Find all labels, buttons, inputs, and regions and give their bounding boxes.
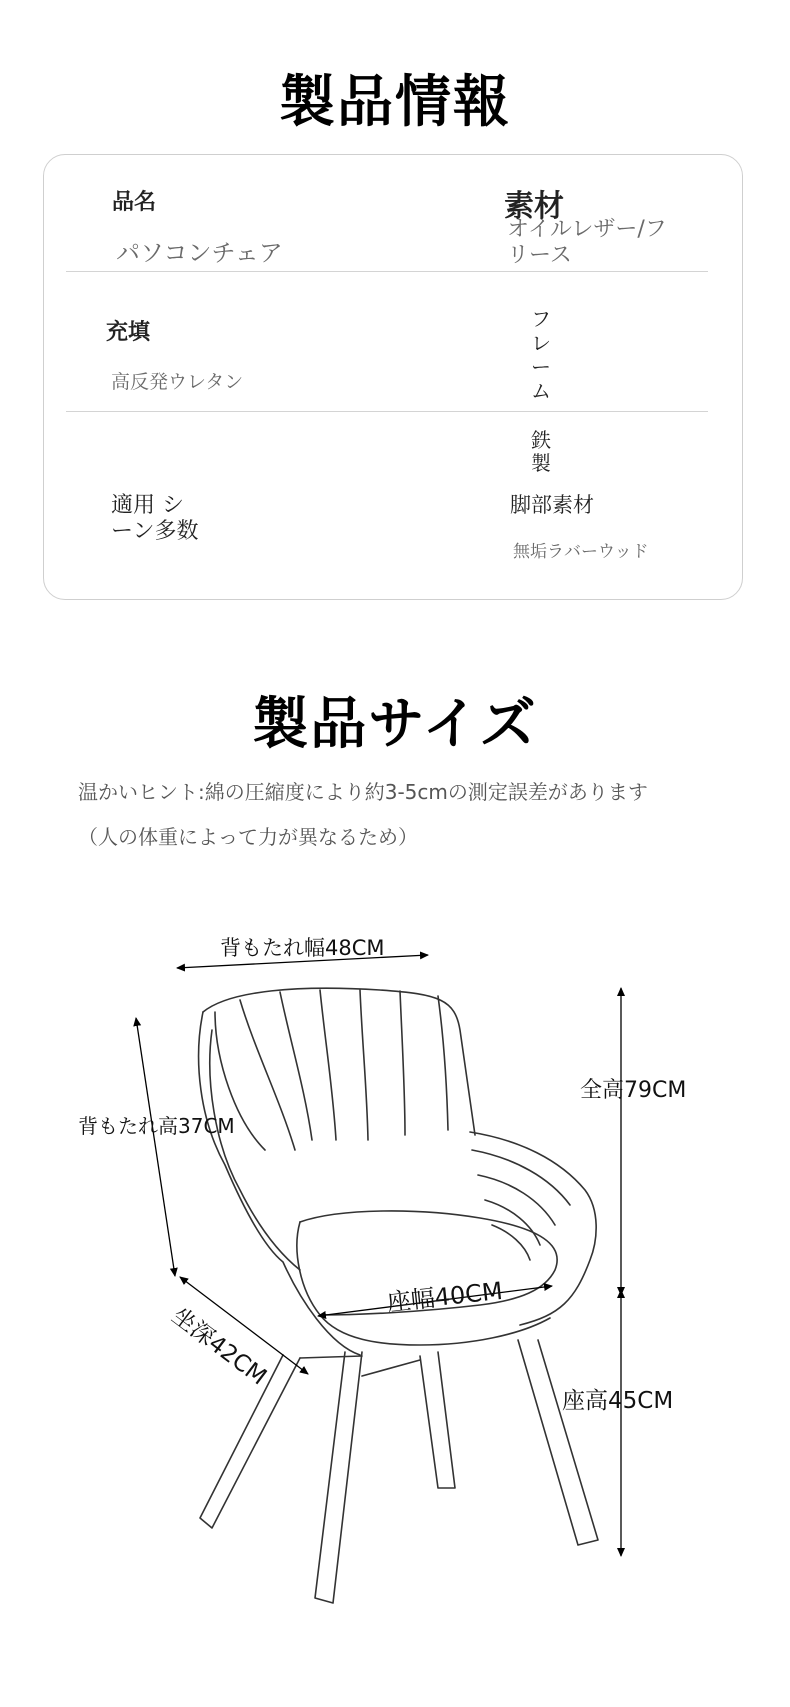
name-value: パソコンチェア <box>116 239 283 267</box>
back-width-label: 背もたれ幅48CM <box>220 936 385 960</box>
frame-value: 鉄 製 <box>531 428 551 475</box>
product-info-title: 製品情報 <box>279 70 511 135</box>
leg-value: 無垢ラバーウッド <box>513 542 649 562</box>
material-label: 素材 <box>504 189 564 224</box>
back-height-label: 背もたれ高37CM <box>78 1114 235 1138</box>
filling-label: 充填 <box>106 320 151 345</box>
product-size-title: 製品サイズ <box>252 692 538 757</box>
total-height-label: 全高79CM <box>580 1078 687 1103</box>
dimension-lines <box>136 955 621 1556</box>
filling-value: 高反発ウレタン <box>111 371 244 393</box>
material-value: オイルレザー/フ リース <box>507 217 667 268</box>
frame-label: フ レ ー ム <box>531 307 551 403</box>
note-line-2: （人の体重によって力が異なるため） <box>78 825 418 849</box>
note-line-1: 温かいヒント:綿の圧縮度により約3-5cmの測定誤差があります <box>78 780 648 804</box>
seat-height-label: 座高45CM <box>562 1388 674 1414</box>
back-height-line <box>136 1018 175 1276</box>
name-label: 品名 <box>112 190 157 215</box>
seat-depth-label: 坐深42CM <box>166 1302 272 1391</box>
scene-label: 適用 シ ーン多数 <box>111 493 199 544</box>
leg-label: 脚部素材 <box>510 493 594 517</box>
seat-width-label: 座幅40CM <box>385 1276 504 1317</box>
